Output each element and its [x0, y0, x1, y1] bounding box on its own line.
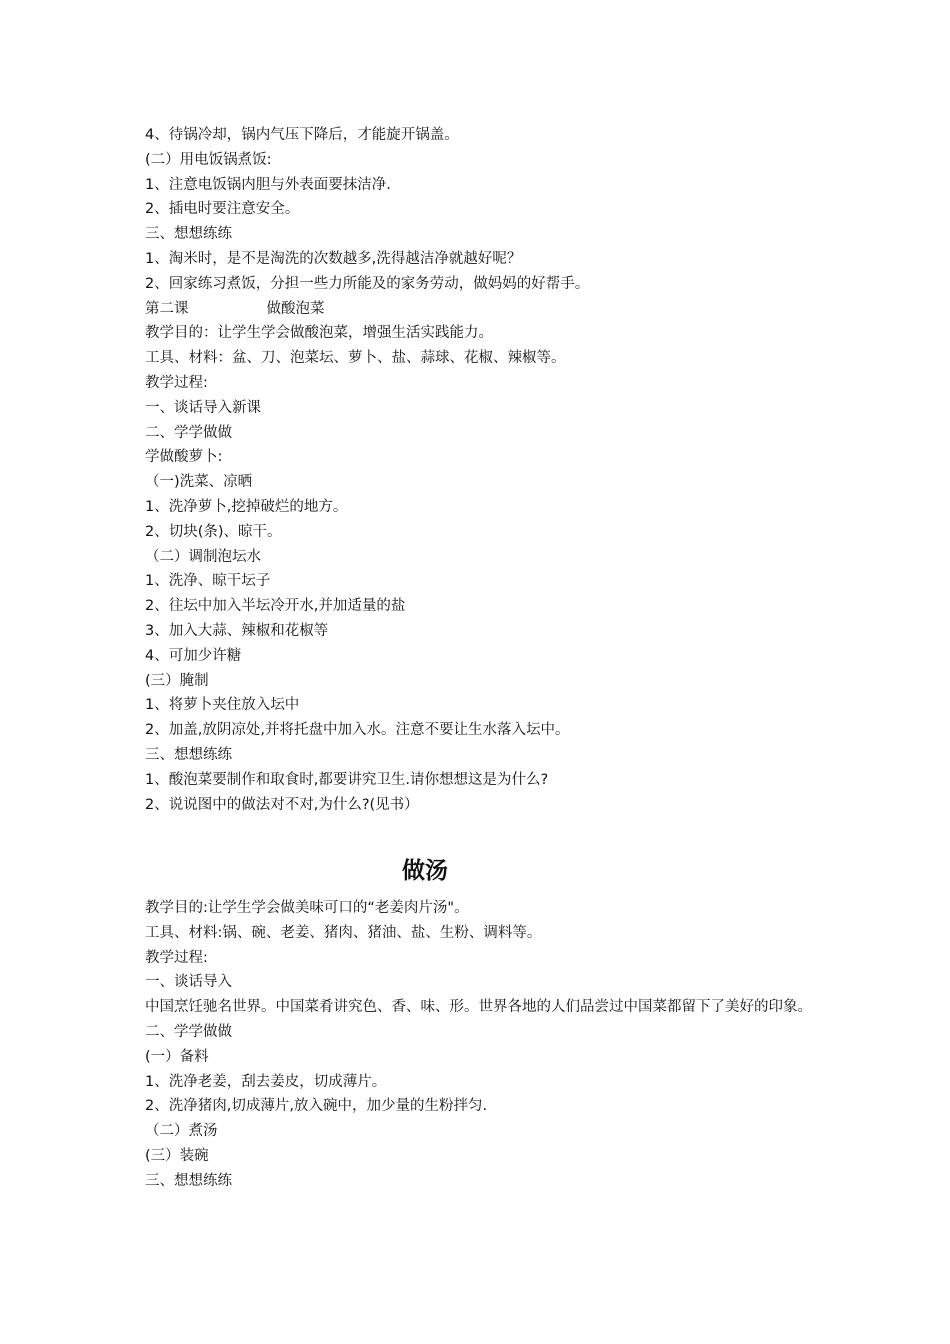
- text-line: 4、可加少许糖: [145, 647, 242, 664]
- text-line: 工具、材料：盆、刀、泡菜坛、萝卜、盐、蒜球、花椒、辣椒等。: [145, 350, 566, 367]
- section-cooking-rice: [145, 123, 825, 817]
- text-line: 2、说说图中的做法对不对,为什么?(见书）: [145, 796, 419, 813]
- text-line: 1、洗净萝卜,挖掉破烂的地方。: [145, 498, 348, 515]
- text-line: 2、回家练习煮饭，分担一些力所能及的家务劳动，做妈妈的好帮手。: [145, 275, 590, 292]
- text-line: 教学目的:让学生学会做美味可口的“老姜肉片汤"。: [145, 900, 469, 916]
- text-line: 2、加盖,放阴凉处,并将托盘中加入水。注意不要让生水落入坛中。: [145, 722, 570, 739]
- text-line: （二）煮汤: [145, 1123, 218, 1140]
- text-line: 1、淘米时，是不是淘洗的次数越多,洗得越洁净就越好呢？: [145, 250, 522, 267]
- text-line: 1、注意电饭锅内胆与外表面要抹洁净.: [145, 176, 391, 193]
- text-line: 工具、材料:锅、碗、老姜、猪肉、猪油、盐、生粉、调料等。: [145, 924, 542, 941]
- text-line: 学做酸萝卜:: [145, 449, 223, 466]
- text-line: 1、洗净老姜，刮去姜皮，切成薄片。: [145, 1073, 387, 1090]
- text-line: 1、将萝卜夹住放入坛中: [145, 697, 300, 714]
- text-line: 三、想想练练: [145, 1172, 232, 1189]
- text-line: 一、谈话导入: [145, 974, 232, 991]
- text-line: 3、加入大蒜、辣椒和花椒等: [145, 622, 329, 639]
- text-line: 二、学学做做: [145, 1023, 232, 1040]
- text-line: (一）备料: [145, 1048, 209, 1065]
- text-line: 教学过程:: [145, 374, 208, 391]
- text-line: 三、想想练练: [145, 746, 232, 763]
- text-line: (二）用电饭锅煮饭:: [145, 151, 272, 168]
- text-line: 2、插电时要注意安全。: [145, 201, 300, 218]
- text-line: 三、想想练练: [145, 226, 232, 243]
- text-line: 1、酸泡菜要制作和取食时,都要讲究卫生.请你想想这是为什么?: [145, 771, 549, 788]
- text-paragraph: 中国烹饪驰名世界。中国菜肴讲究色、香、味、形。世界各地的人们品尝过中国菜都留下了美好的印象。: [145, 999, 812, 1016]
- text-line: （二）调制泡坛水: [145, 548, 261, 565]
- text-line: 4、待锅冷却，锅内气压下降后，才能旋开锅盖。: [145, 127, 459, 143]
- text-line: 二、学学做做: [145, 424, 232, 441]
- lesson-heading: [145, 297, 825, 322]
- lesson-name: 做酸泡菜: [266, 300, 325, 317]
- text-line: (三）装碗: [145, 1147, 209, 1164]
- text-line: 教学目的：让学生学会做酸泡菜，增强生活实践能力。: [145, 325, 493, 342]
- text-line: 2、洗净猪肉,切成薄片,放入碗中，加少量的生粉拌匀.: [145, 1098, 488, 1115]
- text-line: 2、切块(条)、晾干。: [145, 523, 282, 540]
- text-line: 2、往坛中加入半坛冷开水,并加适量的盐: [145, 598, 406, 615]
- text-line: (三）腌制: [145, 672, 209, 689]
- section-making-soup: [145, 896, 825, 1194]
- text-line: 1、洗净、晾干坛子: [145, 573, 271, 590]
- text-line: （一)洗菜、凉晒: [145, 474, 253, 491]
- lesson-label: 第二课: [145, 300, 189, 317]
- text-line: 教学过程:: [145, 949, 208, 966]
- text-line: 一、谈话导入新课: [145, 399, 261, 416]
- section-title-soup: 做汤: [402, 858, 448, 884]
